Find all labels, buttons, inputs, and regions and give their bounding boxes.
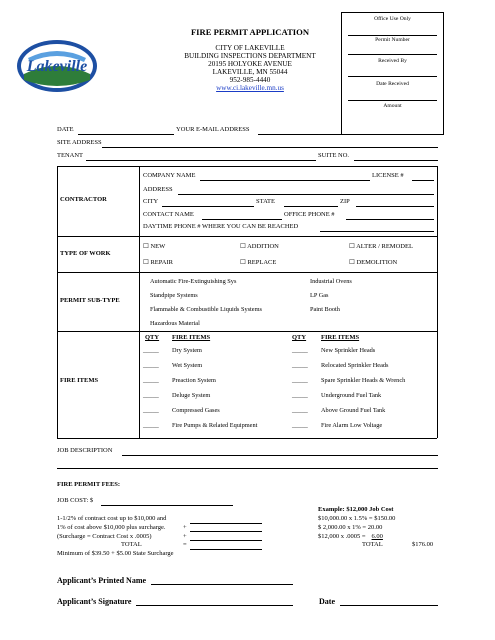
replace-label: REPLACE [247, 259, 277, 266]
office-phone-label: OFFICE PHONE # [284, 211, 335, 218]
signature-field[interactable] [136, 605, 293, 606]
qty-blank[interactable]: _____ [292, 362, 308, 369]
fire-items-section-label: FIRE ITEMS [60, 377, 99, 384]
table-column-divider [139, 166, 140, 438]
permit-sub-type-label: PERMIT SUB-TYPE [60, 297, 120, 304]
office-use-box [341, 12, 444, 135]
subtype-item[interactable]: Automatic Fire-Extinguishing Sys [150, 278, 237, 285]
fire-item: Relocated Sprinkler Heads [321, 362, 389, 369]
permit-number-line[interactable] [348, 35, 437, 36]
checkbox-new[interactable]: ☐ NEW [143, 243, 166, 250]
table-border-top [57, 166, 437, 167]
date-received-label: Date Received [376, 81, 409, 87]
fire-item: Preaction System [172, 377, 216, 384]
fire-item: Fire Pumps & Related Equipment [172, 422, 258, 429]
qty-blank[interactable]: _____ [143, 407, 159, 414]
minimum-fee: Minimum of $39.50 + $5.00 State Surcharge [57, 550, 174, 557]
type-of-work-label: TYPE OF WORK [60, 250, 111, 257]
table-border-right [437, 166, 438, 438]
table-divider-1 [57, 236, 437, 237]
contact-name-field[interactable] [202, 219, 282, 220]
signature-date-label: Date [319, 597, 335, 606]
city-field[interactable] [162, 206, 254, 207]
qty-blank[interactable]: _____ [143, 377, 159, 384]
example-line-3-value: 6.00 [371, 533, 383, 540]
checkbox-repair[interactable]: ☐ REPAIR [143, 259, 173, 266]
total-field[interactable] [190, 549, 262, 550]
suite-label: SUITE NO. [318, 152, 350, 159]
city-name: CITY OF LAKEVILLE [215, 44, 285, 52]
plus-sign: + [183, 524, 187, 531]
fire-items-header-right: FIRE ITEMS [321, 334, 360, 341]
contractor-address-field[interactable] [178, 194, 434, 195]
fire-item: Wet System [172, 362, 203, 369]
received-by-label: Received By [378, 58, 407, 64]
daytime-phone-label: DAYTIME PHONE # WHERE YOU CAN BE REACHED [143, 223, 299, 230]
license-label: LICENSE # [372, 172, 404, 179]
surcharge-formula: (Surcharge = Contract Cost x .0005) [57, 533, 152, 540]
signature-date-field[interactable] [340, 605, 438, 606]
fire-item: New Sprinkler Heads [321, 347, 376, 354]
qty-blank[interactable]: _____ [143, 362, 159, 369]
amount-label: Amount [383, 103, 402, 109]
site-address-field[interactable] [102, 147, 438, 148]
city-state-zip: LAKEVILLE, MN 55044 [212, 68, 288, 76]
zip-field[interactable] [356, 206, 434, 207]
email-field[interactable] [258, 134, 438, 135]
received-by-line[interactable] [348, 54, 437, 55]
example-line-2: $ 2,000.00 x 1% = 20.00 [318, 524, 383, 531]
fire-item: Spare Sprinkler Heads & Wrench [321, 377, 406, 384]
state-label: STATE [256, 198, 275, 205]
lakeville-logo [14, 36, 100, 96]
fee-rate-1: 1-1/2% of contract cost up to $10,000 and [57, 515, 167, 522]
example-line-3-formula: $12,000 x .0005 = [318, 533, 366, 540]
job-description-field[interactable] [122, 455, 438, 456]
subtype-item[interactable]: Flammable & Combustible Liquids Systems [150, 306, 262, 313]
qty-header-right: QTY [292, 334, 307, 341]
fire-item: Fire Alarm Low Voltage [321, 422, 383, 429]
contractor-section-label: CONTRACTOR [60, 196, 107, 203]
fire-item: Above Ground Fuel Tank [321, 407, 386, 414]
job-cost-field[interactable] [101, 505, 233, 506]
subtype-item[interactable]: LP Gas [310, 292, 329, 299]
qty-blank[interactable]: _____ [292, 377, 308, 384]
example-total-value: $176.00 [412, 541, 434, 548]
job-cost-label: JOB COST: $ [57, 497, 94, 504]
website-link[interactable]: www.ci.lakeville.mn.us [216, 84, 284, 92]
new-label: NEW [150, 243, 166, 250]
state-field[interactable] [284, 206, 338, 207]
table-divider-2 [57, 272, 437, 273]
date-field[interactable] [78, 134, 174, 135]
zip-label: ZIP [340, 198, 350, 205]
fire-item: Deluge System [172, 392, 211, 399]
subtype-item[interactable]: Industrial Ovens [310, 278, 352, 285]
plus-sign: + [183, 533, 187, 540]
site-address-label: SITE ADDRESS [57, 139, 102, 146]
company-name-label: COMPANY NAME [143, 172, 196, 179]
date-label: DATE [57, 126, 74, 133]
fees-title: FIRE PERMIT FEES: [57, 481, 121, 488]
fee-rate-2: 1% of cost above $10,000 plus surcharge. [57, 524, 166, 531]
printed-name-field[interactable] [151, 584, 293, 585]
tenant-field[interactable] [86, 160, 316, 161]
page-title: FIRE PERMIT APPLICATION [190, 27, 310, 37]
qty-blank[interactable]: _____ [292, 347, 308, 354]
qty-blank[interactable]: _____ [292, 407, 308, 414]
office-use-title: Office Use Only [374, 16, 411, 22]
checkbox-demolition[interactable]: ☐ DEMOLITION [349, 259, 398, 266]
printed-name-label: Applicant’s Printed Name [57, 576, 147, 585]
alter-remodel-label: ALTER / REMODEL [356, 243, 413, 250]
phone-number: 952-985-4440 [229, 76, 271, 84]
subtype-item[interactable]: Paint Booth [310, 306, 340, 313]
job-description-label: JOB DESCRIPTION [57, 447, 113, 454]
street-address: 20195 HOLYOKE AVENUE [208, 60, 292, 68]
office-phone-field[interactable] [346, 219, 434, 220]
qty-blank[interactable]: _____ [292, 422, 308, 429]
example-title: Example: $12,000 Job Cost [318, 506, 394, 513]
qty-blank[interactable]: _____ [292, 392, 308, 399]
company-name-field[interactable] [200, 180, 370, 181]
city-label: CITY [143, 198, 159, 205]
fee-field-2[interactable] [190, 531, 262, 532]
addition-label: ADDITION [247, 243, 279, 250]
demolition-label: DEMOLITION [356, 259, 398, 266]
permit-number-label: Permit Number [375, 37, 410, 43]
checkbox-addition[interactable]: ☐ ADDITION [240, 243, 279, 250]
fire-item: Underground Fuel Tank [321, 392, 382, 399]
fire-items-header-left: FIRE ITEMS [172, 334, 211, 341]
fire-item: Dry System [172, 347, 202, 354]
qty-blank[interactable]: _____ [143, 392, 159, 399]
email-label: YOUR E-MAIL ADDRESS [176, 126, 250, 133]
tenant-label: TENANT [57, 152, 83, 159]
amount-line[interactable] [348, 100, 437, 101]
equals-sign: = [183, 541, 187, 548]
repair-label: REPAIR [150, 259, 173, 266]
table-divider-3 [57, 331, 437, 332]
fire-item: Compressed Gases [172, 407, 220, 414]
example-line-1: $10,000.00 x 1.5% = $150.00 [318, 515, 396, 522]
signature-label: Applicant’s Signature [57, 597, 132, 606]
example-line-3 [318, 533, 383, 540]
job-description-field-2[interactable] [57, 468, 438, 469]
table-border-bottom [57, 438, 437, 439]
department-name: BUILDING INSPECTIONS DEPARTMENT [184, 52, 316, 60]
fee-field-1[interactable] [190, 523, 262, 524]
qty-blank[interactable]: _____ [143, 347, 159, 354]
address-label: ADDRESS [143, 186, 173, 193]
daytime-phone-field[interactable] [320, 231, 434, 232]
subtype-item[interactable]: Hazardous Material [150, 320, 200, 327]
suite-field[interactable] [354, 160, 438, 161]
checkbox-replace[interactable]: ☐ REPLACE [240, 259, 277, 266]
qty-blank[interactable]: _____ [143, 422, 159, 429]
example-total-label: TOTAL [362, 541, 383, 548]
surcharge-field[interactable] [190, 540, 262, 541]
qty-header-left: QTY [145, 334, 160, 341]
subtype-item[interactable]: Standpipe Systems [150, 292, 198, 299]
license-field[interactable] [412, 180, 434, 181]
date-received-line[interactable] [348, 76, 437, 77]
checkbox-alter-remodel[interactable]: ☐ ALTER / REMODEL [349, 243, 413, 250]
table-border-left [57, 166, 58, 438]
contact-name-label: CONTACT NAME [143, 211, 194, 218]
total-label: TOTAL [121, 541, 142, 548]
svg-text:Lakeville: Lakeville [26, 58, 88, 75]
